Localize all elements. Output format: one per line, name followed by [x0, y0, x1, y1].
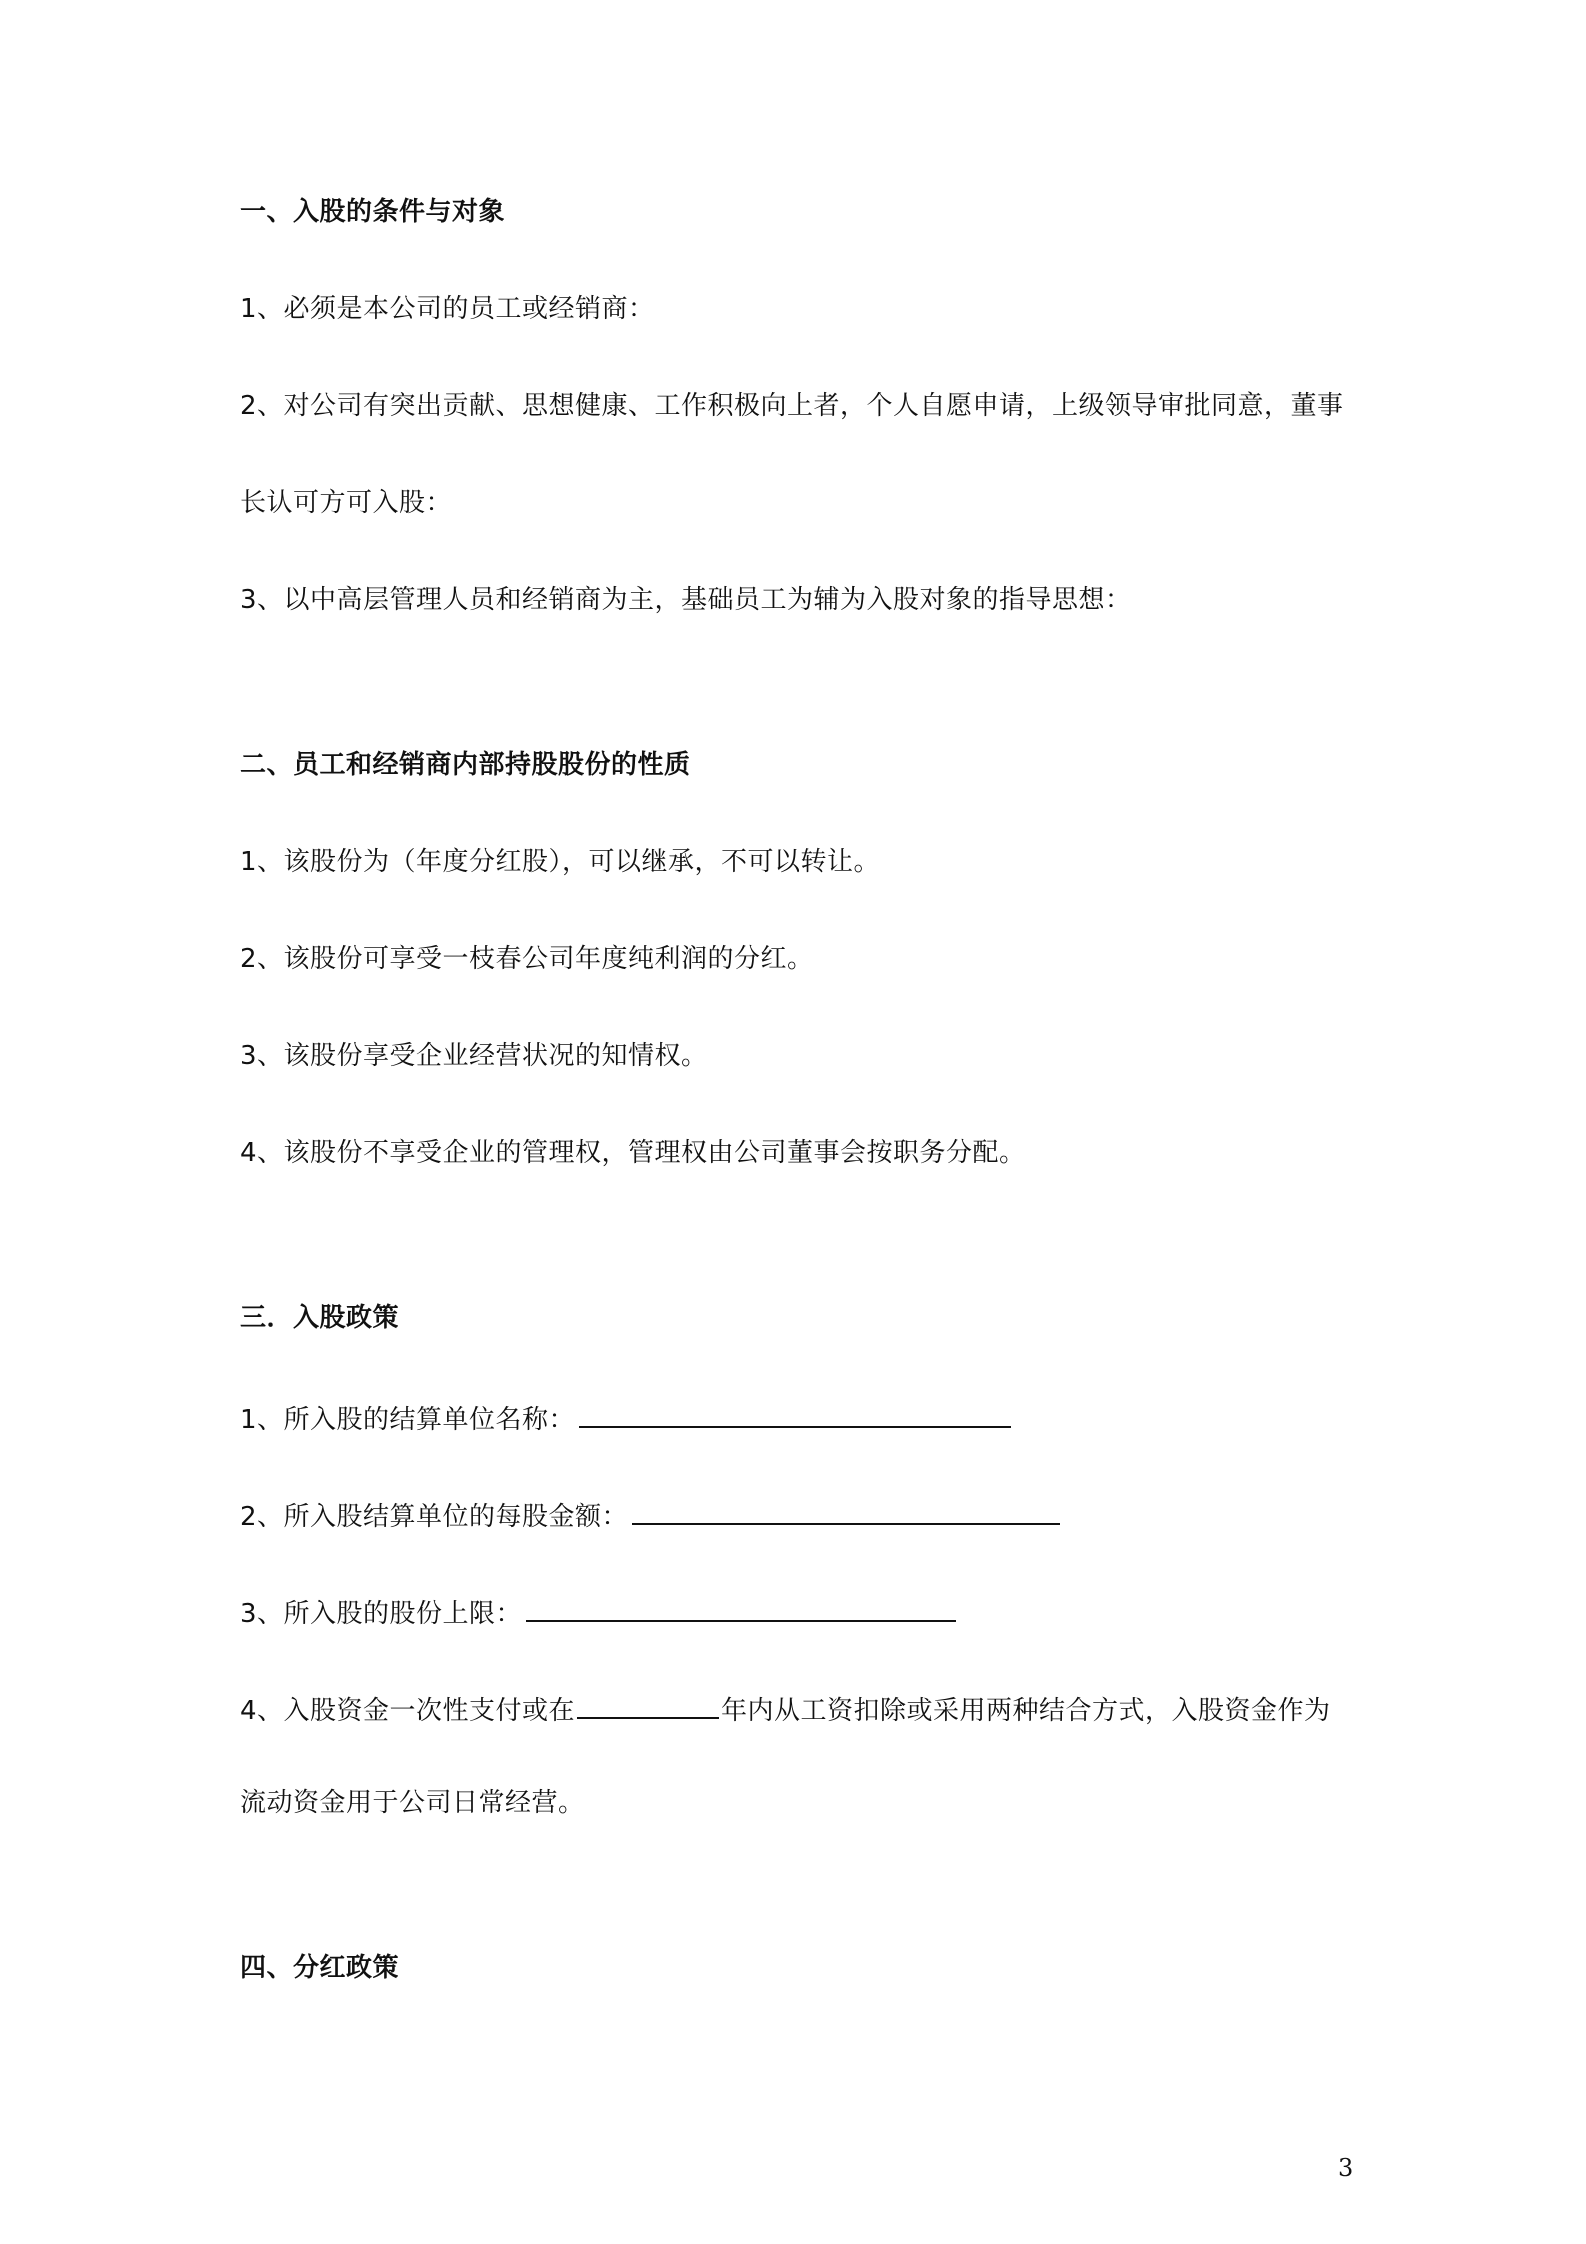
- share-limit-label: 3、所入股的股份上限：: [240, 1599, 523, 1629]
- section-3-item-2: [240, 1495, 1060, 1534]
- section-2-item-1: 1、该股份为（年度分红股），可以继承，不可以转让。: [240, 847, 881, 877]
- settlement-unit-name-blank: [579, 1398, 1011, 1428]
- section-3-item-4: [240, 1689, 1331, 1728]
- section-heading-2: 二、员工和经销商内部持股股份的性质: [240, 750, 691, 780]
- section-3-item-3: [240, 1592, 956, 1631]
- payment-years-blank: [577, 1689, 719, 1719]
- share-limit-blank: [526, 1592, 956, 1622]
- per-share-amount-blank: [632, 1495, 1060, 1525]
- payment-method-label: 4、入股资金一次性支付或在: [240, 1696, 576, 1726]
- section-1-item-3: 3、以中高层管理人员和经销商为主，基础员工为辅为入股对象的指导思想：: [240, 585, 1132, 615]
- settlement-unit-name-label: 1、所入股的结算单位名称：: [240, 1405, 576, 1435]
- section-heading-3: 三．入股政策: [240, 1303, 400, 1333]
- section-1-item-1: 1、必须是本公司的员工或经销商：: [240, 294, 655, 324]
- per-share-amount-label: 2、所入股结算单位的每股金额：: [240, 1502, 629, 1532]
- section-1-item-2-continued: 长认可方可入股：: [240, 488, 453, 518]
- section-1-item-2: 2、对公司有突出贡献、思想健康、工作积极向上者，个人自愿申请，上级领导审批同意，董事: [240, 391, 1344, 421]
- section-3-item-1: [240, 1398, 1011, 1437]
- section-3-item-4-continued: 流动资金用于公司日常经营。: [240, 1788, 585, 1818]
- section-heading-4: 四、分红政策: [240, 1953, 400, 1983]
- page-number: 3: [1338, 2154, 1354, 2182]
- payment-method-label-continued: 年内从工资扣除或采用两种结合方式，入股资金作为: [721, 1696, 1331, 1726]
- section-2-item-2: 2、该股份可享受一枝春公司年度纯利润的分红。: [240, 944, 814, 974]
- section-heading-1: 一、入股的条件与对象: [240, 197, 506, 227]
- section-2-item-4: 4、该股份不享受企业的管理权，管理权由公司董事会按职务分配。: [240, 1138, 1026, 1168]
- section-2-item-3: 3、该股份享受企业经营状况的知情权。: [240, 1041, 708, 1071]
